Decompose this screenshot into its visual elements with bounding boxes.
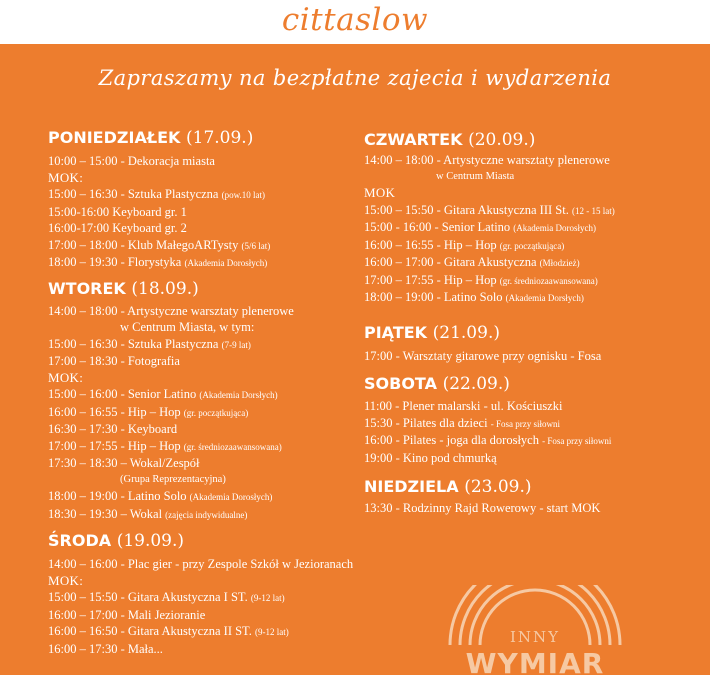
entry-text: 18:00 – 19:30 - Florystyka — [48, 255, 182, 269]
entry-text: 19:00 - Kino pod chmurką — [364, 450, 497, 465]
day-heading — [364, 130, 704, 150]
inny-wymiar-logo — [420, 585, 650, 675]
entry-text: 13:30 - Rodzinny Rajd Rowerowy - start MOK — [364, 501, 601, 515]
entry-text: 15:00 – 15:50 - Gitara Akustyczna III St. — [364, 202, 569, 217]
entry-text: 17:30 – 18:30 – Wokal/Zespół — [48, 456, 200, 470]
entries — [48, 556, 428, 657]
entry-text: 16:00 – 16:55 - Hip – Hop — [48, 404, 181, 419]
entry-text: 17:00 – 17:55 - Hip – Hop — [364, 272, 497, 287]
entry-text: 16:30 – 17:30 - Keyboard — [48, 422, 178, 436]
schedule-entry — [48, 556, 428, 573]
entry-note: (Młodzież) — [539, 258, 580, 268]
schedule-entry — [364, 169, 704, 186]
entry-text: 17:00 – 18:30 - Fotografia — [48, 354, 180, 368]
entry-text: 16:00 – 17:30 - Mała... — [48, 641, 163, 656]
day-block-friday — [364, 323, 704, 365]
entry-text: 14:00 – 16:00 - Plac gier - przy Zespole Szkół w Jezioranach — [48, 557, 354, 571]
entry-text: w Centrum Miasta, w tym: — [120, 320, 255, 334]
day-heading — [364, 323, 704, 343]
entry-note: (gr. początkująca) — [499, 240, 565, 251]
schedule-entry — [364, 398, 704, 415]
entries — [364, 500, 704, 517]
day-heading — [48, 531, 428, 551]
entry-note: (Akademia Dorosłych) — [184, 258, 268, 268]
day-name: SOBOTA — [364, 374, 437, 393]
day-heading — [364, 374, 704, 394]
entry-text: MOK — [364, 185, 396, 200]
entry-note: (gr. początkująca) — [183, 407, 249, 418]
entry-text: 16:00 – 16:50 - Gitara Akustyczna II ST. — [48, 624, 252, 638]
entry-text: 15:00 – 16:30 - Sztuka Plastyczna — [48, 187, 219, 201]
entry-text: 15:00 - 16:00 - Senior Latino — [364, 220, 511, 234]
day-date: (22.09.) — [442, 374, 510, 394]
entry-note: (9-12 lat) — [250, 593, 285, 603]
page-headline: Zapraszamy na bezpłatne zajecia i wydarzenia — [98, 66, 612, 90]
entry-note: - Fosa przy siłowni — [490, 418, 560, 429]
entry-text: 15:00-16:00 Keyboard gr. 1 — [48, 204, 187, 219]
entry-text: 16:00-17:00 Keyboard gr. 2 — [48, 221, 187, 235]
schedule-entry — [364, 415, 704, 433]
entry-note: (Akademia Dorsłych) — [505, 293, 584, 303]
entry-text: 17:00 – 17:55 - Hip – Hop — [48, 438, 181, 453]
day-name: ŚRODA — [48, 531, 112, 550]
day-date: (19.09.) — [116, 531, 185, 551]
entry-text: MOK: — [48, 169, 84, 185]
day-name: PONIEDZIAŁEK — [48, 128, 181, 147]
entry-text: 10:00 – 15:00 - Dekoracja miasta — [48, 154, 215, 168]
entry-text: 16:00 – 17:00 - Gitara Akustyczna — [364, 255, 537, 269]
day-name: WTOREK — [48, 278, 126, 298]
schedule-entry — [48, 589, 428, 607]
entry-note: (zajęcia indywidualne) — [165, 509, 248, 520]
entry-text: 15:00 – 16:30 - Sztuka Plastyczna — [48, 336, 219, 351]
day-block-wednesday — [48, 531, 428, 657]
entry-text: 16:00 – 17:00 - Mali Jezioranie — [48, 607, 206, 622]
entry-text: 15:00 – 15:50 - Gitara Akustyczna I ST. — [48, 590, 248, 604]
schedule-entry — [364, 152, 704, 169]
day-date: (17.09.) — [186, 128, 254, 148]
day-date: (20.09.) — [468, 130, 536, 150]
day-date: (21.09.) — [432, 322, 500, 343]
entries — [364, 152, 704, 307]
schedule-entry — [364, 202, 704, 220]
entry-text: w Centrum Miasta — [436, 170, 515, 182]
entry-text: MOK: — [48, 369, 84, 385]
entry-text: 15:30 - Pilates dla dzieci — [364, 415, 488, 430]
day-name: NIEDZIELA — [364, 477, 459, 496]
entry-text: MOK: — [48, 572, 84, 588]
schedule-entry — [364, 289, 704, 307]
entry-note: (5/6 lat) — [241, 240, 271, 251]
entry-text: 11:00 - Plener malarski - ul. Kościuszki — [364, 399, 563, 413]
entry-text: 17:00 – 18:00 - Klub MałegoARTysty — [48, 237, 239, 252]
schedule-entry — [364, 500, 704, 517]
day-block-thursday — [364, 130, 704, 307]
section-label — [364, 185, 704, 202]
entry-note: (Akademia Dorosłych) — [513, 223, 597, 233]
entries — [364, 348, 704, 365]
schedule-entry — [48, 607, 428, 624]
day-block-sunday — [364, 477, 704, 517]
entry-text: 18:00 – 19:00 - Latino Solo — [364, 290, 503, 304]
entry-note: (Akademia Dorsłych) — [199, 390, 278, 400]
right-column — [364, 130, 704, 517]
entry-text: 16:00 – 16:55 - Hip – Hop — [364, 237, 497, 252]
day-block-saturday — [364, 374, 704, 466]
entry-text: 15:00 – 16:00 - Senior Latino — [48, 387, 197, 401]
entry-note: (pow.10 lat) — [221, 190, 265, 200]
schedule-entry — [364, 237, 704, 255]
entry-text: 14:00 – 18:00 - Artystyczne warsztaty plenerowe — [48, 303, 294, 318]
entry-text: 17:00 - Warsztaty gitarowe przy ognisku - Fosa — [364, 348, 602, 363]
entry-text: (Grupa Reprezentacyjna) — [120, 473, 226, 485]
entry-note: (gr. średniozaawansowana) — [183, 441, 282, 452]
schedule-entry — [364, 450, 704, 467]
entry-note: (Akademia Dorosłych) — [189, 492, 273, 502]
day-date: (23.09.) — [464, 477, 532, 497]
schedule-entry — [364, 272, 704, 290]
entries — [364, 398, 704, 466]
badge-line1: INNY — [509, 628, 561, 646]
entry-note: (9-12 lat) — [255, 627, 289, 637]
day-date: (18.09.) — [131, 278, 199, 299]
badge-line2: WYMIAR — [465, 647, 605, 675]
cittaslow-logo: cittaslow — [281, 2, 429, 38]
entry-text: 18:00 – 19:00 - Latino Solo — [48, 489, 187, 503]
section-label — [48, 573, 428, 590]
entry-note: - Fosa przy siłowni — [542, 436, 612, 446]
entry-note: (7-9 lat) — [221, 339, 251, 350]
entry-note: (12 - 15 lat) — [571, 205, 615, 216]
schedule-entry — [364, 254, 704, 272]
entry-text: 16:00 - Pilates - joga dla dorosłych — [364, 433, 539, 447]
entry-text: 14:00 – 18:00 - Artystyczne warsztaty plenerowe — [364, 153, 610, 167]
schedule-entry — [364, 432, 704, 450]
day-name: PIĄTEK — [364, 322, 428, 342]
day-name: CZWARTEK — [364, 130, 463, 149]
entry-note: (gr. średniozaawansowana) — [499, 275, 598, 286]
day-heading — [364, 477, 704, 497]
schedule-entry — [48, 623, 428, 641]
schedule-entry — [48, 641, 428, 658]
schedule-entry — [364, 219, 704, 237]
schedule-entry — [364, 348, 704, 365]
entry-text: 18:30 – 19:30 – Wokal — [48, 506, 163, 521]
